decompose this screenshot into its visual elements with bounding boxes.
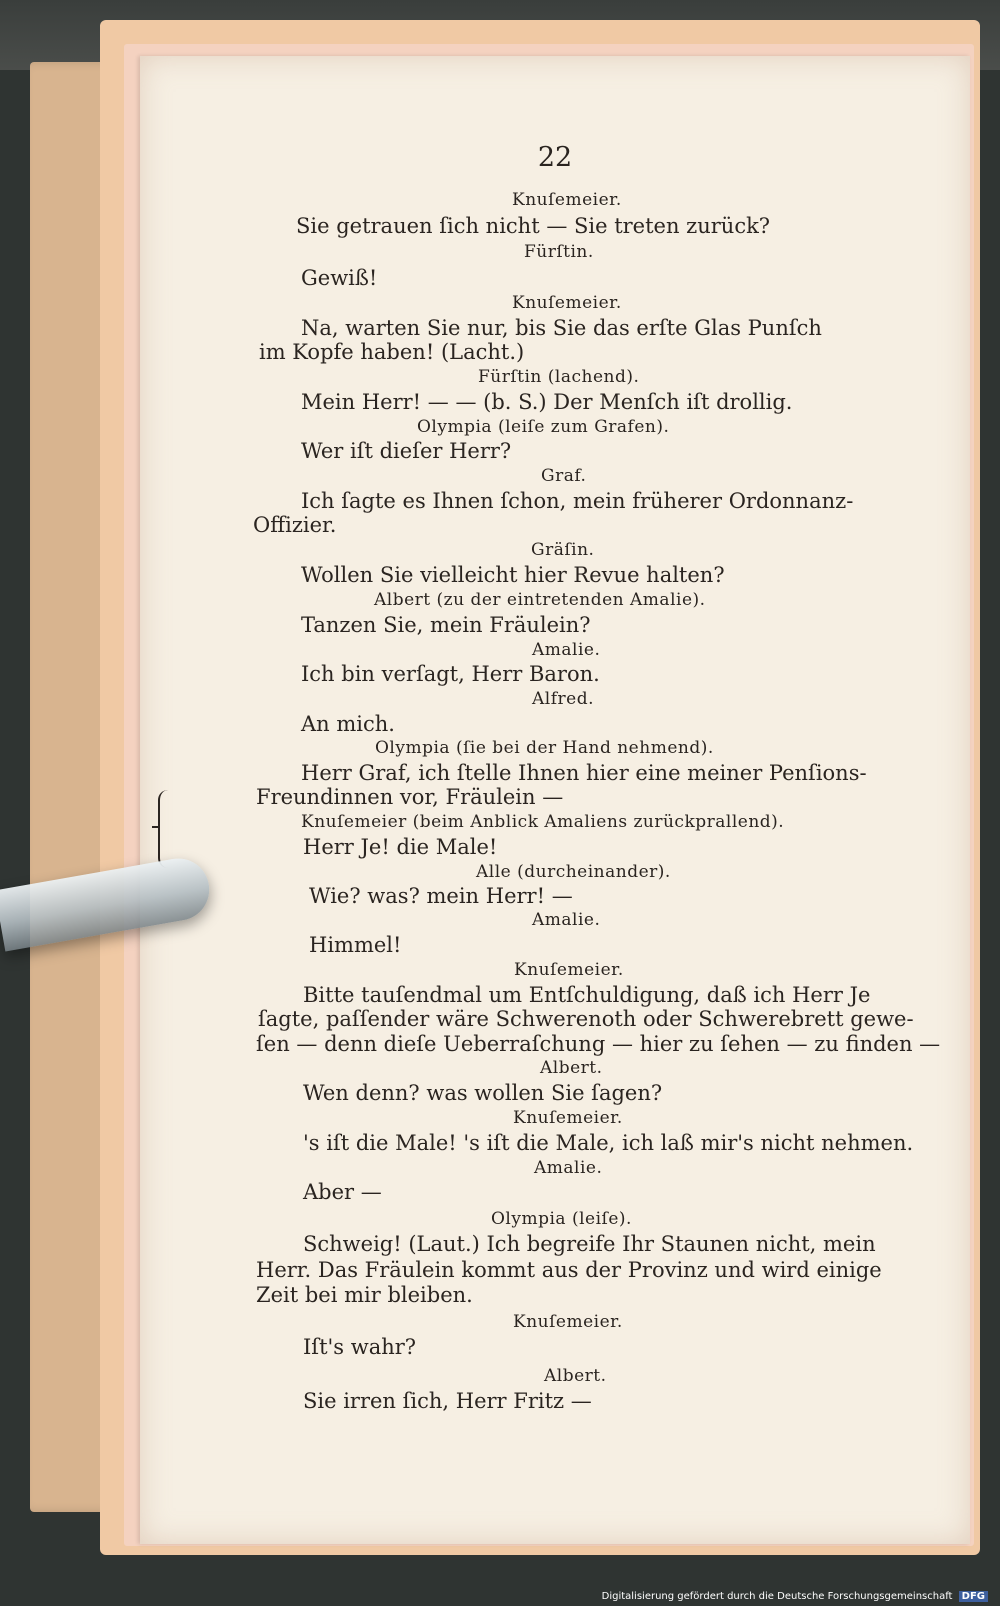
speaker-label: Fürſtin (lachend). [478,367,640,387]
text-line: Herr. Das Fräulein kommt aus der Provinz und wird einige [256,1258,882,1282]
text-line: Na, warten Sie nur, bis Sie das erſte Glas Punſch [301,316,822,340]
text-line: Mein Herr! — — (b. S.) Der Menſch iſt drollig. [301,390,793,414]
text-line: Herr Graf, ich ſtelle Ihnen hier eine meiner Penſions- [301,761,867,785]
speaker-label: Olympia (ſie bei der Hand nehmend). [375,738,714,758]
text-line: Iſt's wahr? [303,1335,417,1359]
speaker-label: Olympia (leiſe). [491,1209,632,1229]
text-line: Offizier. [253,513,337,537]
speaker-label: Albert. [540,1058,603,1078]
text-line: Wie? was? mein Herr! — [309,884,573,908]
speaker-label: Graf. [541,466,587,486]
text-line: ſagte, paſſender wäre Schwerenoth oder Schwerebrett gewe- [258,1007,914,1031]
text-line: Gewiß! [301,266,378,290]
speaker-label: Gräſin. [531,540,595,560]
text-line: Wen denn? was wollen Sie ſagen? [303,1081,663,1105]
speaker-label: Knuſemeier. [513,1312,623,1332]
text-line: Sie irren ſich, Herr Fritz — [303,1389,592,1413]
text-line: im Kopfe haben! (Lacht.) [259,340,525,364]
speaker-label: Alle (durcheinander). [476,862,671,882]
speaker-label: Albert (zu der eintretenden Amalie). [374,590,706,610]
speaker-label: Knuſemeier. [514,960,624,980]
text-line: ſen — denn dieſe Ueberraſchung — hier zu ſehen — zu finden — [256,1032,941,1056]
text-line: An mich. [301,712,395,736]
speaker-label: Knuſemeier. [512,293,622,313]
text-line: Sie getrauen ſich nicht — Sie treten zurück? [296,214,771,238]
dfg-logo: DFG [959,1591,988,1602]
speaker-label: Knuſemeier (beim Anblick Amaliens zurückprallend). [301,812,785,832]
speaker-label: Knuſemeier. [512,190,622,210]
speaker-label: Amalie. [532,640,601,660]
speaker-label: Olympia (leiſe zum Grafen). [417,417,670,437]
text-line: Freundinnen vor, Fräulein — [256,785,564,809]
footer-text: Digitalisierung gefördert durch die Deutsche Forschungsgemeinschaft [601,1591,953,1602]
text-line: Ich bin verſagt, Herr Baron. [301,662,600,686]
speaker-label: Knuſemeier. [513,1108,623,1128]
text-line: Bitte tauſendmal um Entſchuldigung, daß ich Herr Je [303,983,871,1007]
speaker-label: Albert. [544,1366,607,1386]
text-line: Schweig! (Laut.) Ich begreife Ihr Staunen nicht, mein [303,1232,876,1256]
speaker-label: Amalie. [532,910,601,930]
text-line: Tanzen Sie, mein Fräulein? [301,613,591,637]
text-line: Herr Je! die Male! [303,835,498,859]
text-line: Zeit bei mir bleiben. [256,1283,473,1307]
brace-mark [158,790,170,868]
text-line: 's iſt die Male! 's iſt die Male, ich laß mir's nicht nehmen. [303,1131,914,1155]
speaker-label: Alfred. [532,689,594,709]
text-line: Himmel! [309,933,402,957]
text-line: Wer iſt dieſer Herr? [301,439,512,463]
speaker-label: Amalie. [534,1158,603,1178]
speaker-label: Fürſtin. [524,242,594,262]
text-line: Aber — [303,1180,382,1204]
page-number: 22 [537,142,573,173]
text-line: Wollen Sie vielleicht hier Revue halten? [301,563,725,587]
footer-credit [598,1589,992,1604]
text-line: Ich ſagte es Ihnen ſchon, mein früherer Ordonnanz- [301,489,854,513]
